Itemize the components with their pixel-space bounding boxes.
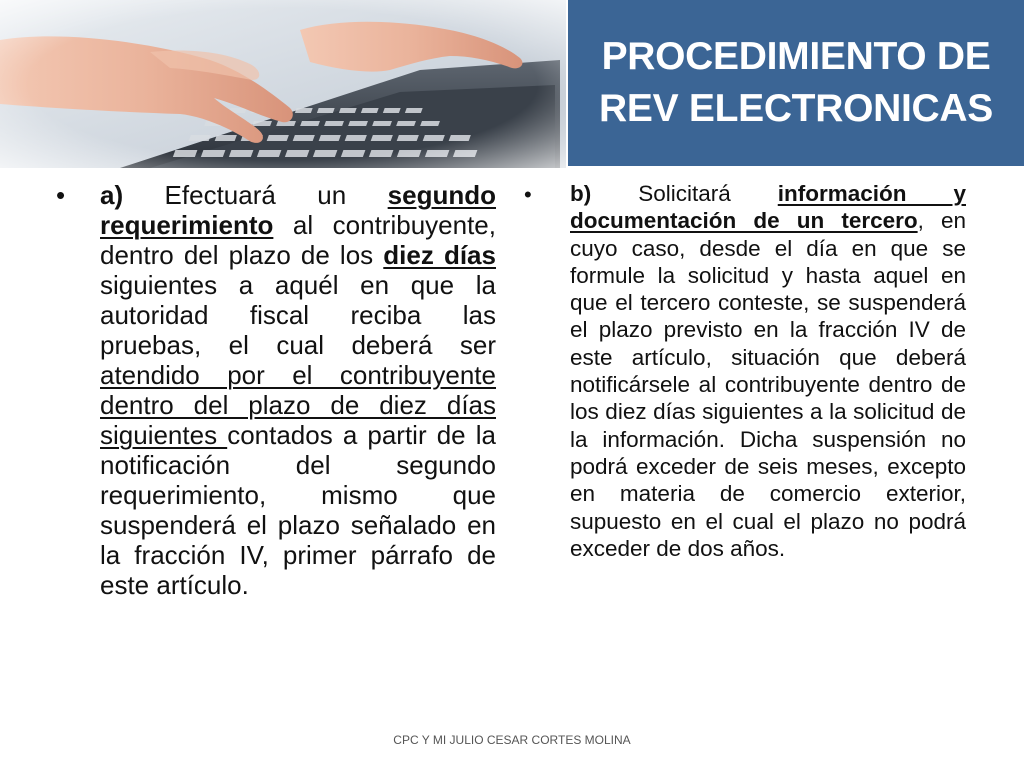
title-line-2: REV ELECTRONICAS	[599, 87, 993, 130]
text-segment: atendido por el contribuyente dentro del plazo de diez días siguientes	[100, 360, 496, 450]
footer-author: CPC Y MI JULIO CESAR CORTES MOLINA	[393, 733, 631, 747]
paragraph-b	[570, 180, 966, 562]
bullet-dot: •	[524, 182, 532, 207]
text-segment: b)	[570, 181, 592, 206]
bullet-item-a	[56, 180, 496, 600]
paragraph-a	[100, 180, 496, 600]
bullet-dot: •	[56, 180, 66, 210]
left-column	[56, 180, 496, 600]
keyboard-typing-photo	[0, 0, 566, 168]
text-segment: contados a partir de la notificación del segundo requerimiento, mismo que suspenderá el plazo señalado en la fracción IV, primer párrafo de este artículo.	[100, 420, 496, 600]
text-segment: Efectuará un	[123, 180, 388, 210]
text-segment: al contribuyente, dentro del plazo de los	[100, 210, 496, 270]
text-segment: información y documentación de un tercero	[570, 181, 966, 234]
text-segment: Solicitará	[591, 181, 778, 206]
right-column	[524, 180, 966, 562]
title-banner	[568, 0, 1024, 166]
text-segment: a)	[100, 180, 124, 210]
text-segment: diez días	[383, 240, 496, 270]
keyboard-typing-hands-icon	[0, 0, 566, 168]
text-segment: , en cuyo caso, desde el día en que se formule la solicitud y hasta aquel en que el tercero conteste, se suspenderá el plazo previsto en la fracción IV de este artículo, situación que deberá notificársele al contribuyente dentro de los diez días siguientes a la solicitud de la información. Dicha suspensión no podrá exceder de seis meses, excepto en materia de comercio exterior, supuesto en el cual el plazo no podrá exceder de dos años.	[570, 208, 967, 561]
slide-title	[599, 31, 993, 135]
text-segment: segundo requerimiento	[100, 180, 496, 240]
bullet-item-b	[524, 180, 966, 562]
title-line-1: PROCEDIMIENTO DE	[601, 35, 991, 78]
text-segment: siguientes a aquél en que la autoridad fiscal reciba las pruebas, el cual deberá ser	[100, 270, 496, 360]
